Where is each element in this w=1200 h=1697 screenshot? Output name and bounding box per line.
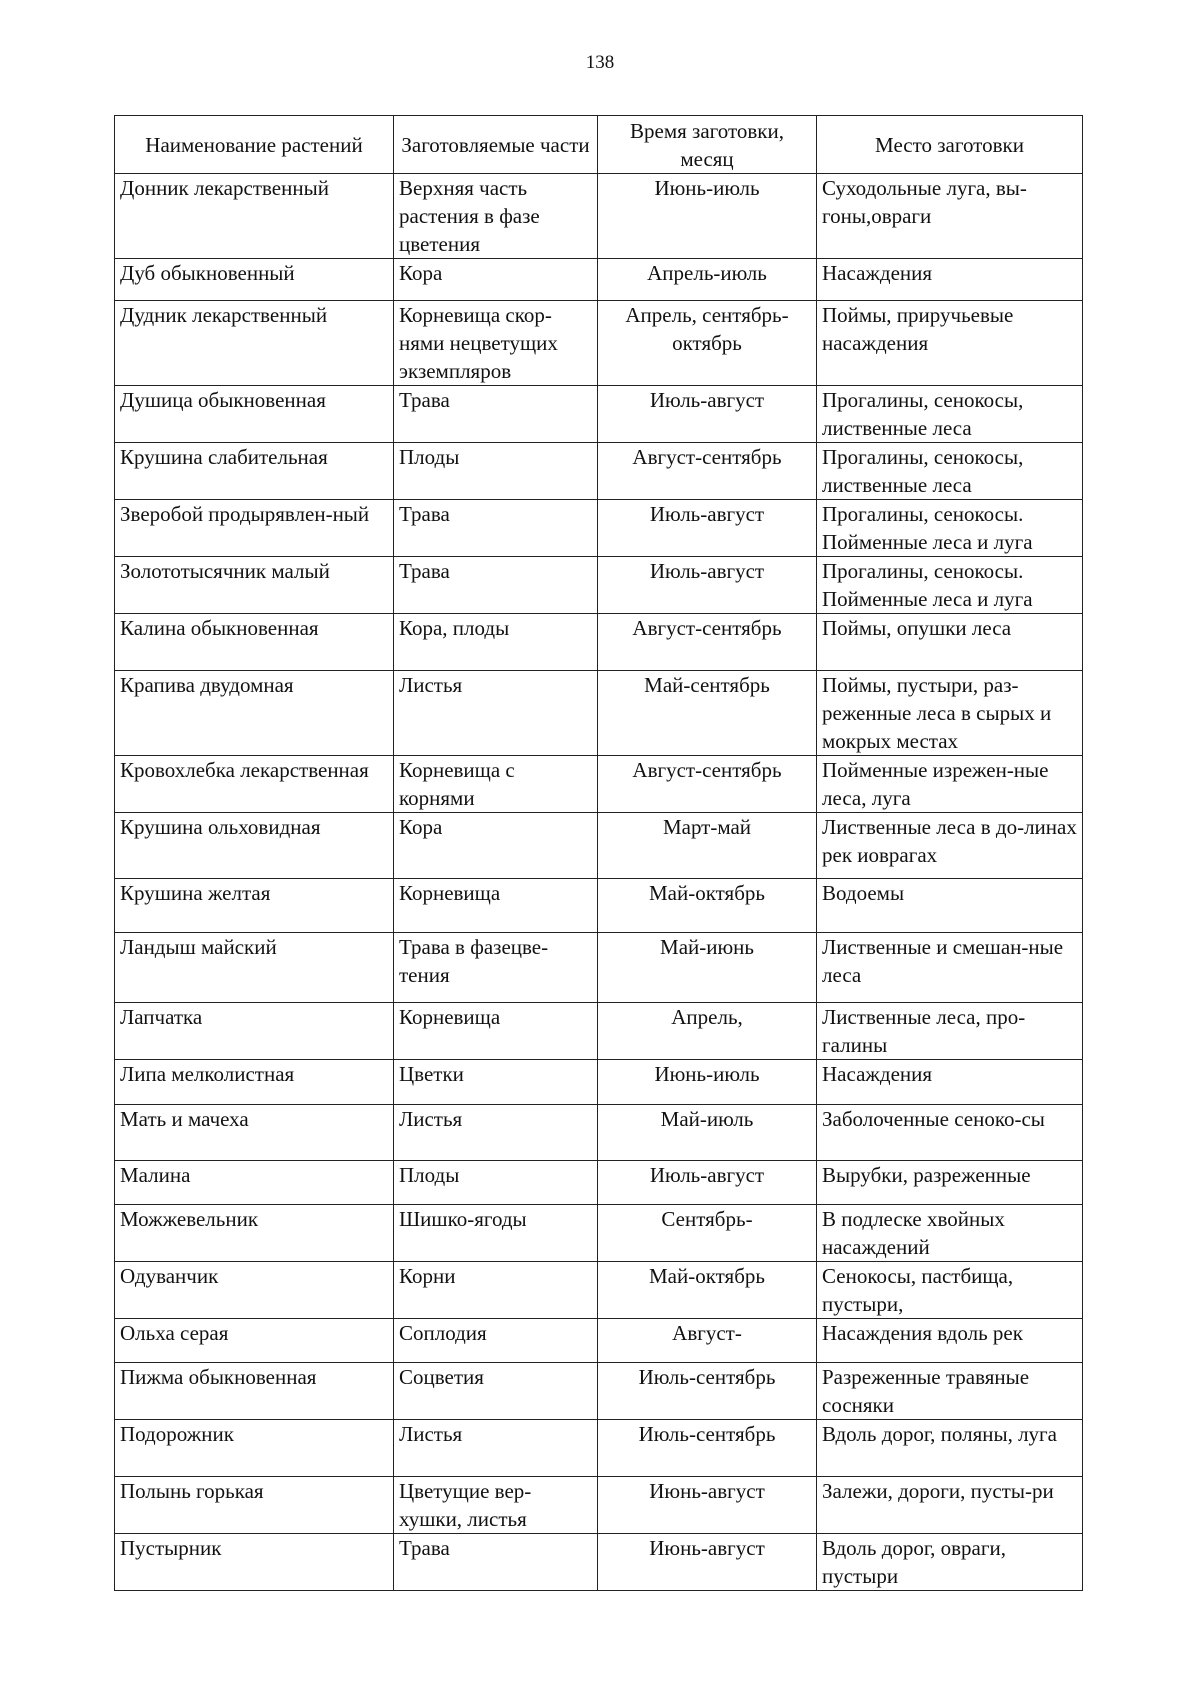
table-header-row: [115, 116, 1083, 174]
cell-parts: Трава: [394, 1534, 598, 1591]
table-row: [115, 557, 1083, 614]
cell-parts: Корневища: [394, 1003, 598, 1060]
cell-parts: Корневища с корнями: [394, 756, 598, 813]
cell-harvest-place: Прогалины, сенокосы. Пойменные леса и луга: [817, 557, 1083, 614]
cell-plant-name: Крушина желтая: [115, 879, 394, 933]
table-row: [115, 259, 1083, 301]
cell-parts: Цветки: [394, 1060, 598, 1105]
cell-parts: Кора, плоды: [394, 614, 598, 671]
cell-harvest-time: Май-октябрь: [598, 1262, 817, 1319]
cell-parts: Корневища: [394, 879, 598, 933]
cell-plant-name: Липа мелколистная: [115, 1060, 394, 1105]
cell-harvest-time: Август-сентябрь: [598, 443, 817, 500]
table-row: [115, 1161, 1083, 1205]
cell-plant-name: Душица обыкновенная: [115, 386, 394, 443]
cell-parts: Верхняя часть растения в фазе цветения: [394, 174, 598, 259]
table-row: [115, 386, 1083, 443]
cell-plant-name: Пижма обыкновенная: [115, 1363, 394, 1420]
table-row: [115, 1477, 1083, 1534]
cell-plant-name: Донник лекарственный: [115, 174, 394, 259]
cell-harvest-place: Лиственные и смешан-ные леса: [817, 933, 1083, 1003]
header-harvest-place: Место заготовки: [817, 116, 1083, 174]
cell-harvest-place: Прогалины, сенокосы. Пойменные леса и луга: [817, 500, 1083, 557]
table-row: [115, 1534, 1083, 1591]
cell-plant-name: Дуб обыкновенный: [115, 259, 394, 301]
cell-plant-name: Кровохлебка лекарственная: [115, 756, 394, 813]
header-parts: Заготовляемые части: [394, 116, 598, 174]
cell-harvest-time: Май-октябрь: [598, 879, 817, 933]
cell-plant-name: Крушина ольховидная: [115, 813, 394, 879]
cell-harvest-place: Прогалины, сенокосы, лиственные леса: [817, 443, 1083, 500]
cell-harvest-time: Май-сентябрь: [598, 671, 817, 756]
cell-parts: Плоды: [394, 443, 598, 500]
cell-harvest-time: Март-май: [598, 813, 817, 879]
cell-harvest-time: Июль-сентябрь: [598, 1420, 817, 1477]
cell-parts: Соцветия: [394, 1363, 598, 1420]
cell-harvest-time: Июль-август: [598, 1161, 817, 1205]
cell-plant-name: Подорожник: [115, 1420, 394, 1477]
cell-plant-name: Одуванчик: [115, 1262, 394, 1319]
cell-parts: Корни: [394, 1262, 598, 1319]
cell-harvest-place: Насаждения: [817, 1060, 1083, 1105]
cell-harvest-place: Разреженные травяные сосняки: [817, 1363, 1083, 1420]
table-row: [115, 813, 1083, 879]
cell-harvest-place: Вырубки, разреженные: [817, 1161, 1083, 1205]
cell-harvest-time: Июнь-июль: [598, 174, 817, 259]
cell-plant-name: Ольха серая: [115, 1319, 394, 1363]
cell-parts: Кора: [394, 813, 598, 879]
cell-harvest-time: Август-сентябрь: [598, 756, 817, 813]
table-row: [115, 1262, 1083, 1319]
cell-harvest-time: Апрель-июль: [598, 259, 817, 301]
cell-harvest-time: Апрель, сентябрь-октябрь: [598, 301, 817, 386]
cell-parts: Листья: [394, 1105, 598, 1161]
cell-harvest-place: Насаждения вдоль рек: [817, 1319, 1083, 1363]
table-row: [115, 500, 1083, 557]
table-body: [115, 174, 1083, 1591]
cell-harvest-time: Май-июнь: [598, 933, 817, 1003]
cell-parts: Кора: [394, 259, 598, 301]
cell-harvest-time: Май-июль: [598, 1105, 817, 1161]
cell-parts: Соплодия: [394, 1319, 598, 1363]
cell-harvest-place: Поймы, приручьевые насаждения: [817, 301, 1083, 386]
cell-harvest-place: Поймы, пустыри, раз-реженные леса в сырых и мокрых местах: [817, 671, 1083, 756]
cell-plant-name: Малина: [115, 1161, 394, 1205]
cell-harvest-time: Сентябрь-: [598, 1205, 817, 1262]
cell-plant-name: Дудник лекарственный: [115, 301, 394, 386]
table-row: [115, 1205, 1083, 1262]
cell-harvest-place: Водоемы: [817, 879, 1083, 933]
cell-harvest-time: Июнь-август: [598, 1534, 817, 1591]
cell-harvest-time: Август-: [598, 1319, 817, 1363]
cell-plant-name: Крушина слабительная: [115, 443, 394, 500]
table-row: [115, 1060, 1083, 1105]
cell-plant-name: Ландыш майский: [115, 933, 394, 1003]
cell-parts: Трава в фазецве-тения: [394, 933, 598, 1003]
table-row: [115, 1003, 1083, 1060]
cell-harvest-place: Вдоль дорог, поляны, луга: [817, 1420, 1083, 1477]
table-row: [115, 1363, 1083, 1420]
cell-harvest-place: Суходольные луга, вы-гоны,овраги: [817, 174, 1083, 259]
cell-plant-name: Лапчатка: [115, 1003, 394, 1060]
cell-plant-name: Можжевельник: [115, 1205, 394, 1262]
cell-harvest-time: Июль-август: [598, 500, 817, 557]
herbs-table: [114, 115, 1083, 1591]
cell-plant-name: Полынь горькая: [115, 1477, 394, 1534]
cell-harvest-time: Июль-август: [598, 386, 817, 443]
table-row: [115, 1105, 1083, 1161]
table-row: [115, 614, 1083, 671]
table-row: [115, 933, 1083, 1003]
cell-harvest-place: Лиственные леса в до-линах рек иоврагах: [817, 813, 1083, 879]
cell-harvest-time: Апрель,: [598, 1003, 817, 1060]
table-row: [115, 1420, 1083, 1477]
table-row: [115, 671, 1083, 756]
cell-harvest-time: Август-сентябрь: [598, 614, 817, 671]
cell-parts: Трава: [394, 386, 598, 443]
table-row: [115, 174, 1083, 259]
table-row: [115, 443, 1083, 500]
table-row: [115, 301, 1083, 386]
cell-plant-name: Калина обыкновенная: [115, 614, 394, 671]
cell-harvest-place: Насаждения: [817, 259, 1083, 301]
cell-parts: Листья: [394, 1420, 598, 1477]
page-number: 138: [585, 52, 615, 73]
cell-harvest-place: Сенокосы, пастбища, пустыри,: [817, 1262, 1083, 1319]
cell-harvest-time: Июль-август: [598, 557, 817, 614]
header-harvest-time: Время заготовки, месяц: [598, 116, 817, 174]
cell-harvest-place: Заболоченные сеноко-сы: [817, 1105, 1083, 1161]
cell-plant-name: Мать и мачеха: [115, 1105, 394, 1161]
cell-plant-name: Пустырник: [115, 1534, 394, 1591]
table-row: [115, 879, 1083, 933]
cell-parts: Корневища скор-нями нецветущих экземпляров: [394, 301, 598, 386]
header-plant-name: Наименование растений: [115, 116, 394, 174]
cell-harvest-place: Вдоль дорог, овраги, пустыри: [817, 1534, 1083, 1591]
cell-parts: Плоды: [394, 1161, 598, 1205]
cell-parts: Цветущие вер-хушки, листья: [394, 1477, 598, 1534]
cell-parts: Шишко-ягоды: [394, 1205, 598, 1262]
cell-plant-name: Крапива двудомная: [115, 671, 394, 756]
cell-harvest-place: Лиственные леса, про-галины: [817, 1003, 1083, 1060]
table-row: [115, 1319, 1083, 1363]
cell-harvest-time: Июль-сентябрь: [598, 1363, 817, 1420]
cell-parts: Трава: [394, 557, 598, 614]
cell-parts: Листья: [394, 671, 598, 756]
cell-harvest-time: Июнь-август: [598, 1477, 817, 1534]
cell-plant-name: Золототысячник малый: [115, 557, 394, 614]
cell-plant-name: Зверобой продырявлен-ный: [115, 500, 394, 557]
cell-harvest-place: Пойменные изрежен-ные леса, луга: [817, 756, 1083, 813]
cell-harvest-place: Поймы, опушки леса: [817, 614, 1083, 671]
cell-harvest-place: Прогалины, сенокосы, лиственные леса: [817, 386, 1083, 443]
table-row: [115, 756, 1083, 813]
cell-harvest-place: Залежи, дороги, пусты-ри: [817, 1477, 1083, 1534]
cell-harvest-place: В подлеске хвойных насаждений: [817, 1205, 1083, 1262]
cell-parts: Трава: [394, 500, 598, 557]
cell-harvest-time: Июнь-июль: [598, 1060, 817, 1105]
